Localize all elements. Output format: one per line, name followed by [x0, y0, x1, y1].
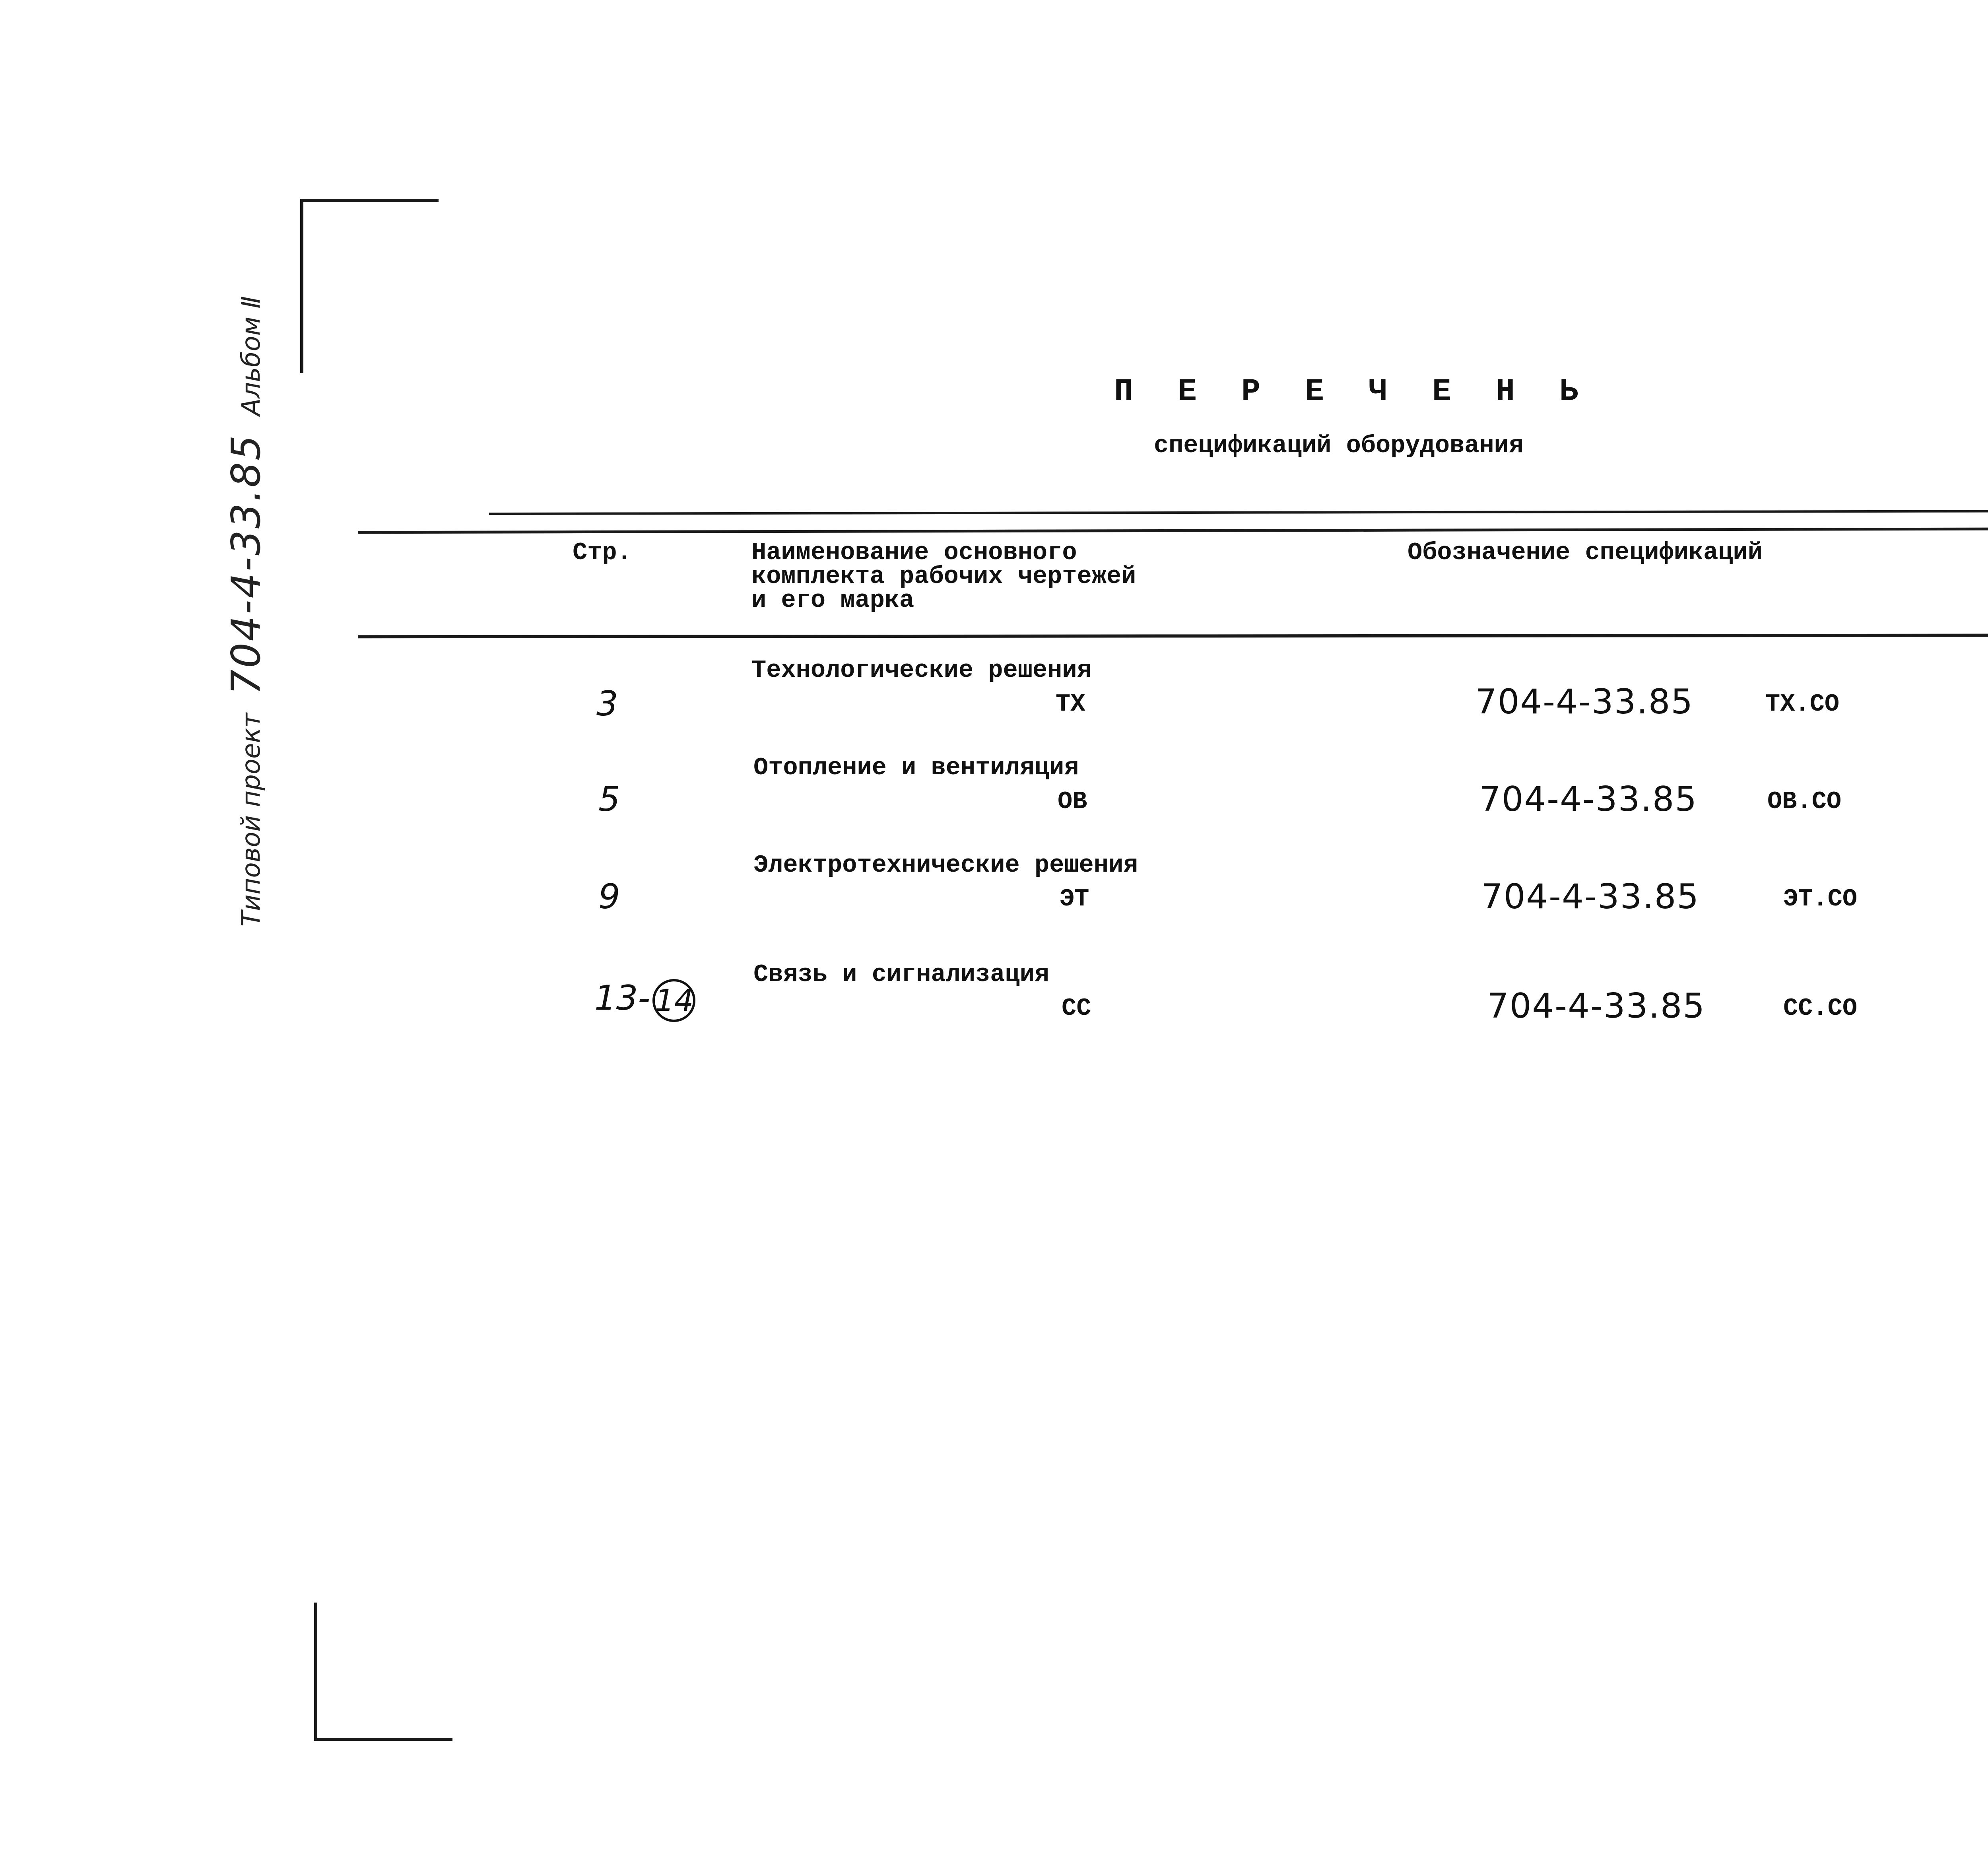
row-mark: ЭТ	[1060, 885, 1089, 913]
header-rule-top	[489, 509, 1988, 515]
row-spec: СС.СО	[1783, 994, 1858, 1022]
row-name: Технологические решения	[751, 656, 1092, 684]
side-note-code: 704-4-33.85	[223, 433, 269, 695]
row-spec: ТХ.СО	[1765, 690, 1840, 718]
side-note-label: Типовой проект	[237, 713, 266, 927]
row-page: 3	[596, 684, 618, 724]
column-header-name-line3: и его марка	[751, 586, 914, 614]
column-header-name-line2: комплекта рабочих чертежей	[751, 562, 1136, 591]
column-header-name-line1: Наименование основного	[751, 538, 1077, 567]
row-name: Электротехнические решения	[753, 851, 1138, 879]
row-page	[594, 978, 695, 1022]
row-name: Связь и сигнализация	[753, 960, 1050, 989]
row-mark: СС	[1062, 994, 1091, 1022]
table-row	[0, 851, 1988, 938]
row-mark: ОВ	[1058, 787, 1087, 816]
row-spec: ЭТ.СО	[1783, 885, 1858, 913]
frame-corner-top-left	[300, 199, 439, 373]
row-name: Отопление и вентиляция	[753, 754, 1079, 782]
row-spec: ОВ.СО	[1767, 787, 1842, 816]
row-page-range: 13-	[594, 978, 650, 1018]
table-row	[0, 754, 1988, 841]
row-code: 704-4-33.85	[1487, 986, 1706, 1026]
table-row	[0, 656, 1988, 744]
row-page-circled: 14	[652, 979, 695, 1022]
row-code: 704-4-33.85	[1475, 682, 1694, 722]
header-rule-bottom	[358, 633, 1988, 638]
row-code: 704-4-33.85	[1481, 877, 1700, 917]
frame-corner-bottom-left	[314, 1603, 452, 1741]
document-subtitle: спецификаций оборудования	[1153, 431, 1524, 460]
side-note-album: Альбом Ⅱ	[237, 296, 266, 416]
table-row	[0, 960, 1988, 1048]
column-header-page: Стр.	[573, 538, 632, 567]
row-mark: ТХ	[1056, 690, 1085, 718]
column-header-name	[751, 538, 1136, 614]
row-page: 5	[598, 779, 620, 819]
row-code: 704-4-33.85	[1479, 779, 1698, 819]
header-rule-top-lower	[358, 527, 1988, 534]
document-title: П Е Р Е Ч Е Н Ь	[1114, 374, 1592, 410]
row-page: 9	[598, 877, 620, 917]
column-header-code: Обозначение спецификаций	[1408, 538, 1763, 567]
